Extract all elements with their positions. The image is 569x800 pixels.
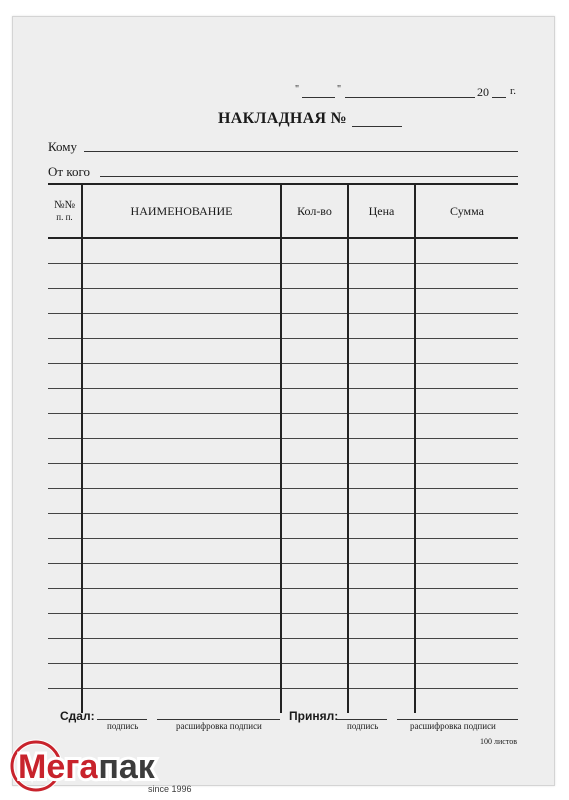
date-year-prefix: 20 (477, 85, 489, 99)
cell-qty[interactable] (281, 314, 348, 339)
cell-number[interactable] (48, 464, 82, 489)
cell-qty[interactable] (281, 614, 348, 639)
cell-name[interactable] (82, 238, 281, 264)
table-row (48, 589, 518, 614)
cell-price[interactable] (348, 689, 415, 714)
logo-wordmark: Мегапак (18, 748, 155, 786)
cell-price[interactable] (348, 238, 415, 264)
date-quote-open: " (295, 84, 300, 95)
date-month-line (345, 97, 475, 98)
table-row (48, 238, 518, 264)
cell-number[interactable] (48, 664, 82, 689)
col-number-header (48, 184, 82, 238)
to-field-line[interactable] (84, 151, 518, 152)
cell-name[interactable] (82, 564, 281, 589)
handed-signature-caption: подпись (107, 721, 139, 731)
received-decode-caption: расшифровка подписи (410, 721, 496, 731)
cell-sum[interactable] (415, 439, 518, 464)
table-row (48, 639, 518, 664)
cell-name[interactable] (82, 389, 281, 414)
cell-sum[interactable] (415, 364, 518, 389)
cell-number[interactable] (48, 264, 82, 289)
cell-number[interactable] (48, 339, 82, 364)
cell-qty[interactable] (281, 489, 348, 514)
document-number-line (352, 126, 402, 127)
cell-number[interactable] (48, 439, 82, 464)
cell-qty[interactable] (281, 514, 348, 539)
cell-price[interactable] (348, 664, 415, 689)
cell-qty[interactable] (281, 464, 348, 489)
table-row (48, 389, 518, 414)
received-decode-line[interactable] (397, 719, 518, 720)
document-title: НАКЛАДНАЯ № (218, 110, 348, 127)
table-row (48, 464, 518, 489)
table-row (48, 339, 518, 364)
table-row (48, 314, 518, 339)
cell-price[interactable] (348, 589, 415, 614)
col-price-header: Цена (348, 184, 415, 238)
cell-sum[interactable] (415, 339, 518, 364)
from-field-line[interactable] (100, 176, 518, 177)
cell-name[interactable] (82, 464, 281, 489)
handed-decode-caption: расшифровка подписи (176, 721, 262, 731)
cell-number[interactable] (48, 564, 82, 589)
col-number-label: №№ (54, 199, 75, 211)
cell-number[interactable] (48, 364, 82, 389)
cell-name[interactable] (82, 639, 281, 664)
cell-price[interactable] (348, 564, 415, 589)
col-qty-header: Кол-во (281, 184, 348, 238)
cell-qty[interactable] (281, 589, 348, 614)
cell-price[interactable] (348, 489, 415, 514)
table-row (48, 289, 518, 314)
cell-sum[interactable] (415, 664, 518, 689)
cell-number[interactable] (48, 514, 82, 539)
cell-qty[interactable] (281, 289, 348, 314)
table-row (48, 364, 518, 389)
table-row (48, 539, 518, 564)
cell-qty[interactable] (281, 414, 348, 439)
received-signature-caption: подпись (347, 721, 379, 731)
date-year-line (492, 97, 506, 98)
cell-price[interactable] (348, 389, 415, 414)
col-name-header: НАИМЕНОВАНИЕ (82, 184, 281, 238)
cell-number[interactable] (48, 589, 82, 614)
cell-sum[interactable] (415, 389, 518, 414)
table-row (48, 489, 518, 514)
table-body (48, 238, 518, 713)
cell-qty[interactable] (281, 639, 348, 664)
cell-number[interactable] (48, 389, 82, 414)
handed-label: Сдал: (60, 709, 95, 723)
table-row (48, 564, 518, 589)
cell-name[interactable] (82, 364, 281, 389)
table-row (48, 414, 518, 439)
handed-decode-line[interactable] (157, 719, 280, 720)
cell-qty[interactable] (281, 389, 348, 414)
cell-sum[interactable] (415, 539, 518, 564)
cell-price[interactable] (348, 314, 415, 339)
table-row (48, 614, 518, 639)
cell-qty[interactable] (281, 264, 348, 289)
cell-price[interactable] (348, 614, 415, 639)
cell-sum[interactable] (415, 314, 518, 339)
cell-price[interactable] (348, 539, 415, 564)
cell-name[interactable] (82, 289, 281, 314)
cell-price[interactable] (348, 514, 415, 539)
table-row (48, 264, 518, 289)
cell-number[interactable] (48, 539, 82, 564)
sheets-count-note: 100 листов (480, 737, 517, 746)
cell-number[interactable] (48, 414, 82, 439)
cell-qty[interactable] (281, 364, 348, 389)
cell-sum[interactable] (415, 564, 518, 589)
cell-sum[interactable] (415, 289, 518, 314)
cell-number[interactable] (48, 314, 82, 339)
cell-name[interactable] (82, 489, 281, 514)
received-label: Принял: (289, 709, 339, 723)
cell-price[interactable] (348, 289, 415, 314)
date-year-suffix: г. (510, 85, 517, 97)
cell-name[interactable] (82, 514, 281, 539)
cell-name[interactable] (82, 539, 281, 564)
table-header-row (48, 184, 518, 238)
handed-signature-line[interactable] (97, 719, 147, 720)
cell-name[interactable] (82, 264, 281, 289)
cell-qty[interactable] (281, 664, 348, 689)
cell-price[interactable] (348, 464, 415, 489)
logo-tagline: since 1996 (148, 784, 192, 794)
cell-number[interactable] (48, 614, 82, 639)
cell-price[interactable] (348, 264, 415, 289)
cell-sum[interactable] (415, 639, 518, 664)
received-signature-line[interactable] (337, 719, 387, 720)
cell-sum[interactable] (415, 514, 518, 539)
table-row (48, 664, 518, 689)
date-day-line (302, 97, 335, 98)
cell-qty[interactable] (281, 539, 348, 564)
cell-name[interactable] (82, 664, 281, 689)
cell-price[interactable] (348, 339, 415, 364)
cell-sum[interactable] (415, 264, 518, 289)
cell-number[interactable] (48, 238, 82, 264)
cell-price[interactable] (348, 414, 415, 439)
cell-name[interactable] (82, 314, 281, 339)
cell-qty[interactable] (281, 339, 348, 364)
cell-qty[interactable] (281, 439, 348, 464)
cell-name[interactable] (82, 439, 281, 464)
col-number-sublabel: п. п. (56, 212, 73, 222)
table-row (48, 439, 518, 464)
cell-sum[interactable] (415, 414, 518, 439)
cell-name[interactable] (82, 589, 281, 614)
to-label: Кому (48, 139, 78, 154)
cell-sum[interactable] (415, 464, 518, 489)
cell-qty[interactable] (281, 564, 348, 589)
cell-sum[interactable] (415, 589, 518, 614)
megapak-logo (6, 732, 196, 796)
table-row (48, 514, 518, 539)
cell-sum[interactable] (415, 614, 518, 639)
cell-sum[interactable] (415, 689, 518, 714)
cell-price[interactable] (348, 364, 415, 389)
cell-number[interactable] (48, 489, 82, 514)
col-sum-header: Сумма (415, 184, 518, 238)
cell-name[interactable] (82, 614, 281, 639)
cell-name[interactable] (82, 339, 281, 364)
cell-number[interactable] (48, 639, 82, 664)
cell-qty[interactable] (281, 238, 348, 264)
cell-sum[interactable] (415, 489, 518, 514)
table-row (48, 689, 518, 714)
from-label: От кого (48, 164, 90, 179)
items-table (48, 183, 518, 713)
cell-sum[interactable] (415, 238, 518, 264)
cell-price[interactable] (348, 639, 415, 664)
date-quote-close: " (337, 84, 342, 95)
cell-name[interactable] (82, 414, 281, 439)
cell-number[interactable] (48, 289, 82, 314)
cell-name[interactable] (82, 689, 281, 714)
cell-price[interactable] (348, 439, 415, 464)
